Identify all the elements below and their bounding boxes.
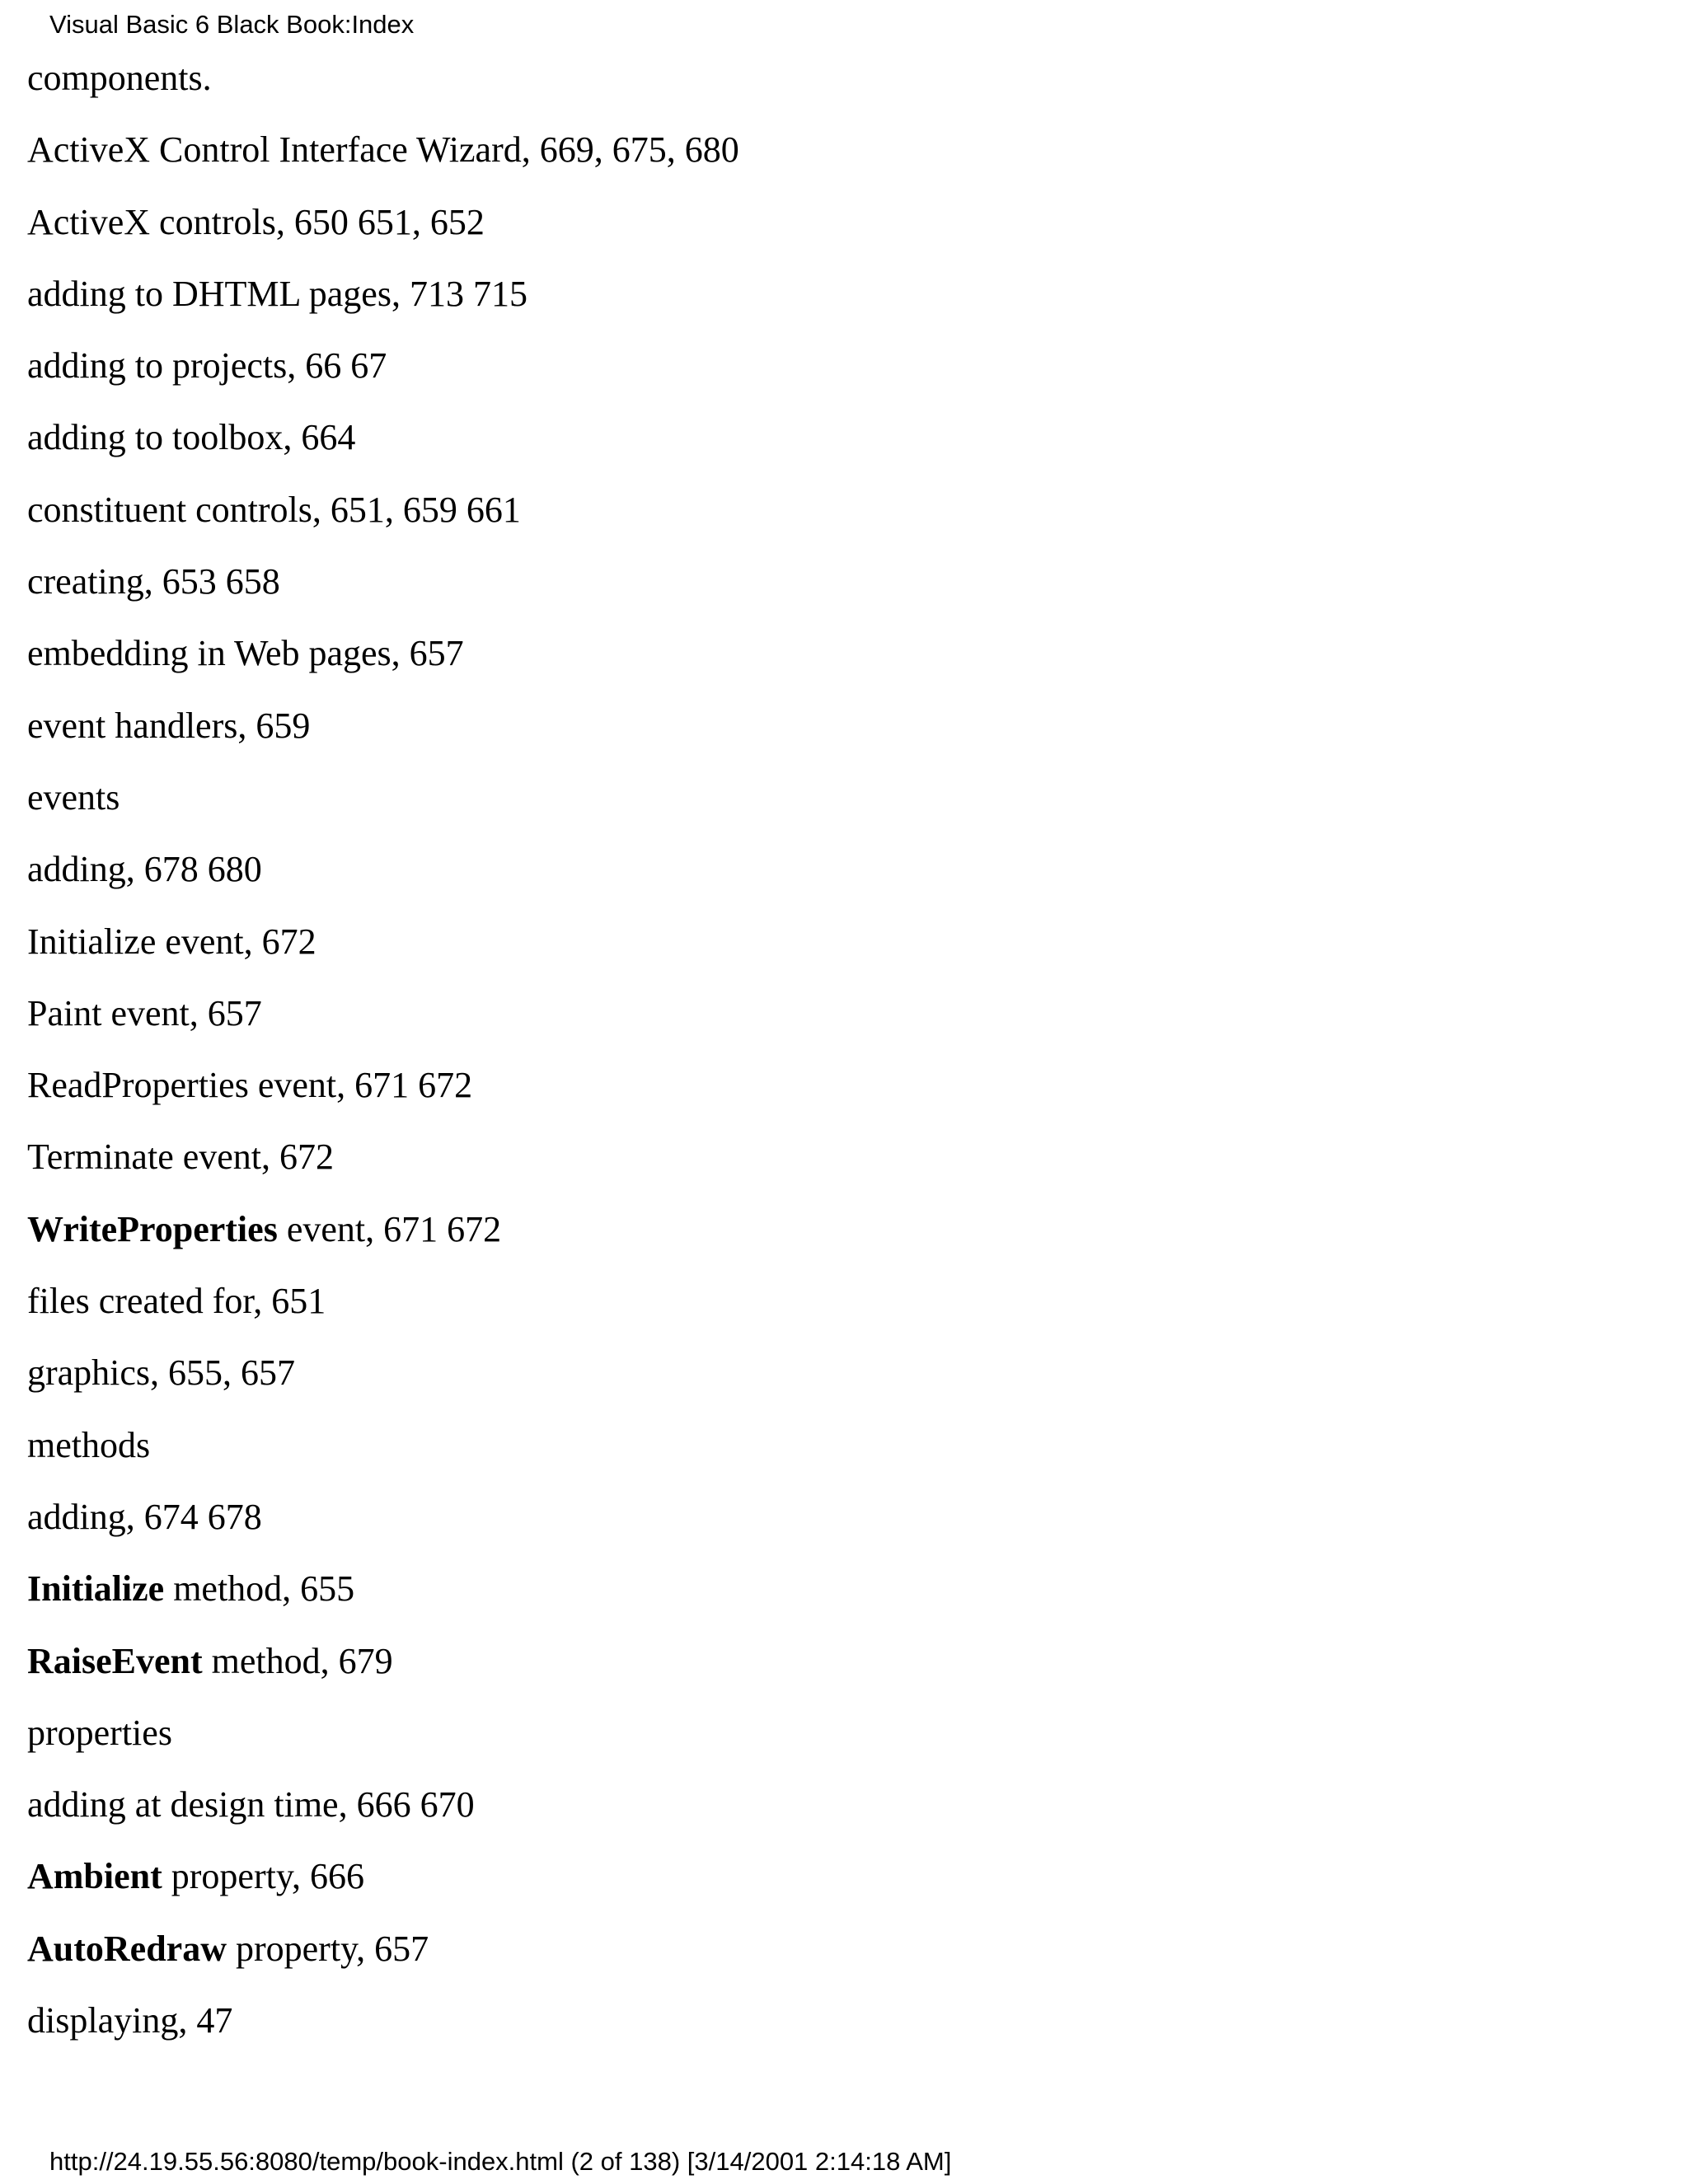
entry-text: graphics, 655, 657 bbox=[27, 1352, 296, 1394]
index-entry bbox=[27, 1132, 739, 1204]
entry-text: events bbox=[27, 776, 120, 818]
index-entry bbox=[27, 1564, 739, 1636]
entry-text: properties bbox=[27, 1712, 172, 1753]
entry-text: event, 671 672 bbox=[277, 1208, 502, 1249]
entry-text: Paint event, 657 bbox=[27, 992, 262, 1033]
index-entry bbox=[27, 1924, 739, 1996]
index-entry bbox=[27, 1493, 739, 1564]
index-entry bbox=[27, 629, 739, 701]
index-entry bbox=[27, 917, 739, 989]
entry-text: creating, 653 658 bbox=[27, 561, 280, 602]
index-entry bbox=[27, 413, 739, 485]
page-header: Visual Basic 6 Black Book:Index bbox=[49, 10, 415, 39]
index-entry bbox=[27, 1061, 739, 1132]
entry-text: displaying, 47 bbox=[27, 2000, 233, 2041]
entry-term: Initialize bbox=[27, 1568, 165, 1610]
entry-term: RaiseEvent bbox=[27, 1640, 203, 1681]
entry-text: Terminate event, 672 bbox=[27, 1137, 335, 1178]
entry-text: property, 666 bbox=[162, 1856, 364, 1897]
index-entry bbox=[27, 1637, 739, 1708]
entry-text: constituent controls, 651, 659 661 bbox=[27, 489, 521, 530]
entry-text: adding at design time, 666 670 bbox=[27, 1784, 475, 1825]
entry-term: AutoRedraw bbox=[27, 1928, 227, 1969]
index-entry bbox=[27, 989, 739, 1061]
index-entry bbox=[27, 341, 739, 413]
entry-text: embedding in Web pages, 657 bbox=[27, 633, 464, 674]
entry-text: components. bbox=[27, 58, 212, 98]
entry-term: WriteProperties bbox=[27, 1208, 278, 1249]
entry-text: method, 679 bbox=[202, 1640, 393, 1681]
entry-text: adding to projects, 66 67 bbox=[27, 345, 387, 387]
index-entry bbox=[27, 54, 739, 125]
entry-text: ActiveX Control Interface Wizard, 669, 675, 680 bbox=[27, 129, 739, 171]
index-entry bbox=[27, 1996, 739, 2068]
entry-text: ActiveX controls, 650 651, 652 bbox=[27, 201, 485, 242]
entry-text: files created for, 651 bbox=[27, 1281, 326, 1322]
index-entry bbox=[27, 773, 739, 845]
index-entry bbox=[27, 1421, 739, 1493]
entry-text: methods bbox=[27, 1424, 151, 1465]
index-entry bbox=[27, 198, 739, 269]
page-footer-url: http://24.19.55.56:8080/temp/book-index.html (2 of 138) [3/14/2001 2:14:18 AM] bbox=[49, 2147, 952, 2176]
index-entry bbox=[27, 269, 739, 341]
entry-text: adding to toolbox, 664 bbox=[27, 417, 356, 458]
index-entry bbox=[27, 125, 739, 197]
index-entry bbox=[27, 1708, 739, 1780]
index-entry bbox=[27, 701, 739, 773]
index-entry bbox=[27, 1205, 739, 1277]
entry-text: ReadProperties event, 671 672 bbox=[27, 1065, 473, 1106]
index-list bbox=[27, 54, 739, 2068]
entry-text: Initialize event, 672 bbox=[27, 921, 316, 962]
entry-text: event handlers, 659 bbox=[27, 705, 311, 746]
entry-text: method, 655 bbox=[164, 1568, 355, 1610]
index-entry bbox=[27, 1277, 739, 1348]
index-entry bbox=[27, 557, 739, 629]
entry-text: adding, 678 680 bbox=[27, 849, 262, 890]
index-entry bbox=[27, 845, 739, 916]
entry-text: adding to DHTML pages, 713 715 bbox=[27, 273, 528, 314]
entry-term: Ambient bbox=[27, 1856, 162, 1897]
index-entry bbox=[27, 1852, 739, 1924]
entry-text: adding, 674 678 bbox=[27, 1496, 262, 1537]
index-entry bbox=[27, 1348, 739, 1420]
index-entry bbox=[27, 1780, 739, 1852]
index-entry bbox=[27, 485, 739, 557]
entry-text: property, 657 bbox=[226, 1928, 429, 1969]
